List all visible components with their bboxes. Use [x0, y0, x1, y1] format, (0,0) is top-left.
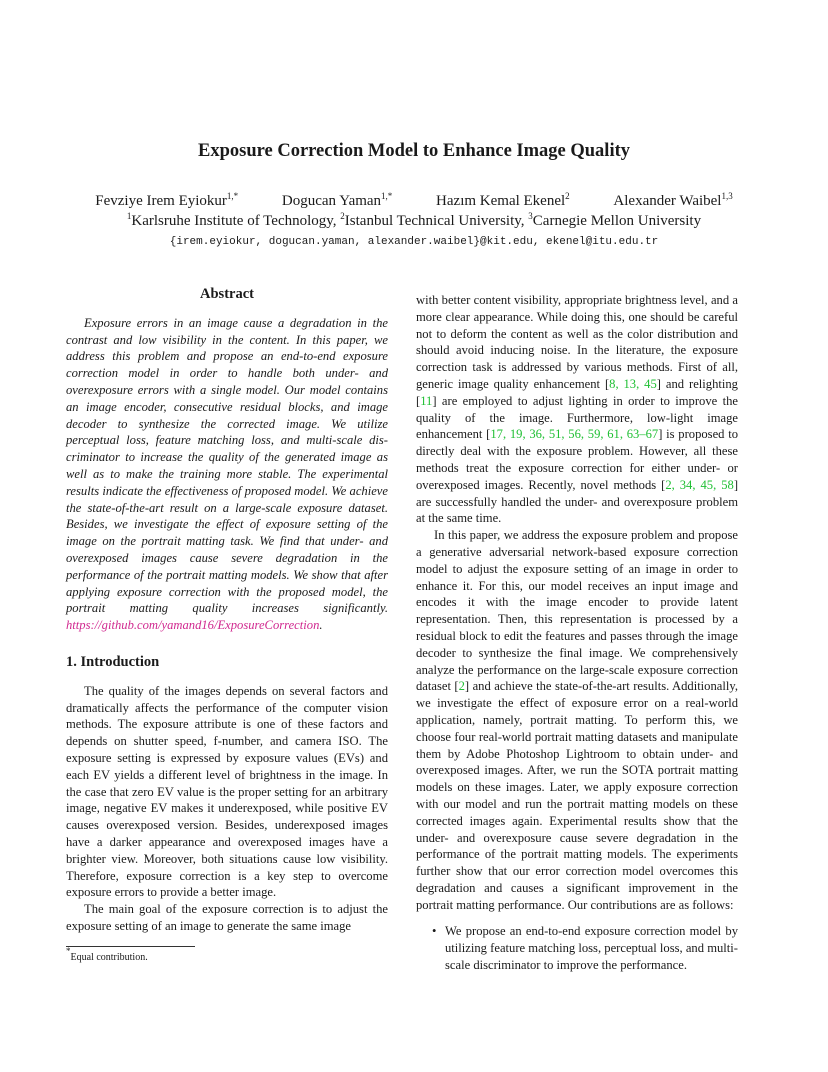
author: Hazım Kemal Ekenel$^2$	[436, 191, 570, 209]
paper-title: Exposure Correction Model to Enhance Image Quality	[198, 141, 630, 161]
section-heading-introduction: 1. Introduction	[66, 653, 160, 670]
author: Alexander Waibel$^{1,3}$	[613, 191, 733, 209]
citation-link[interactable]: 11	[420, 393, 433, 408]
footnote: *Equal contribution.	[66, 946, 148, 963]
abstract-text: Exposure errors in an image cause a degradation in the contrast and low visibility in the content. In this paper, we address this problem and propose an end-to-end exposure correction model in order to handle both under- and overexposure errors with a single model. Our model contains an image encoder, consecutive residual blocks, and image decoder to synthesize the corrected image. We utilize perceptual loss, feature matching loss, and multi-scale discriminator to increase the quality of the generated image as well as to make the training more stable. The experimental results indicate the effectiveness of proposed model. We achieve the state-of-the-art result on a large-scale exposure dataset. Besides, we investigate the effect of exposure setting of the image on the portrait matting task. We find that under- and overexposed images cause severe degradation in the performance of the portrait matting models. We show that after applying exposure correction with the proposed model, the portrait matting quality increases significantly. https://github.com/yamand16/ExposureCorrection.	[66, 315, 388, 633]
right-column	[416, 292, 738, 974]
affiliations: $^1$Karlsruhe Institute of Technology, $^2$Istanbul Technical University, $^3$Carnegie Mellon University	[126, 211, 702, 229]
footnote-divider	[66, 946, 195, 947]
intro-paragraph: The main goal of the exposure correction is to adjust the exposure setting of an image to generate the same image	[66, 902, 388, 933]
citation-link[interactable]: 8, 13, 45	[609, 376, 657, 391]
code-link[interactable]: https://github.com/yamand16/ExposureCorrection	[66, 618, 320, 633]
abstract-heading: Abstract	[200, 286, 254, 302]
author-list	[0, 193, 828, 210]
author: Fevziye Irem Eyiokur$^{1,*}$	[95, 191, 239, 209]
citation-link[interactable]: 17, 19, 36, 51, 56, 59, 61, 63–67	[490, 427, 659, 442]
left-column	[66, 286, 388, 935]
author-emails: {irem.eyiokur, dogucan.yaman, alexander.waibel}@kit.edu, ekenel@itu.edu.tr	[169, 236, 659, 248]
citation-link[interactable]: 2, 34, 45, 58	[665, 477, 734, 492]
list-item: • We propose an end-to-end exposure correction model by utilizing feature matching loss, perceptual loss, and multi-scale discriminator to improve the performance.	[432, 924, 738, 973]
intro-paragraph: The quality of the images depends on several factors and dramatically affects the performance of the computer vision methods. The exposure attribute is one of these factors and depends on shutter speed, f-number, and camera ISO. The exposure setting is expressed by exposure values (EVs) and each EV yields a different level of brightness in the image. In the case that zero EV value is the proper setting for an arbitrary image, negative EV makes it underexposed, while positive EV causes overexposed version. Besides, underexposed images have a darker appearance and overexposed images have a brighter view. Moreover, both situations cause low visibility. Therefore, exposure correction is a key step to overcome exposure errors to provide a better image.	[66, 683, 388, 900]
author: Dogucan Yaman$^{1,*}$	[281, 191, 393, 209]
contribution-list	[416, 923, 738, 973]
body-paragraph: In this paper, we address the exposure problem and propose a generative adversarial network-based exposure correction model to adjust the exposure setting of an image in order to enhance it. For this, our model receives an input image and encodes it with the image encoder to provide latent representation. Then, this representation is processed by a residual block to edit the features and passes through the image decoder to synthesize the final image. We comprehensively analyze the performance on the large-scale exposure correction dataset [2] and achieve the state-of-the-art results. Additionally, we investigate the effect of exposure error on a real-world application, namely, portrait matting. To perform this, we choose four real-world portrait matting datasets and manipulate them by Adobe Photoshop Lightroom to obtain under- and overexposed images. After, we run the SOTA portrait matting models on these images. Later, we apply exposure correction with our model and run the portrait matting models on these corrected images again. Experimental results show that the under- and overexposure cause severe degradation in the performance of the portrait matting models. The experiments further show that our error correction model overcomes this degradation and causes a significant improvement in the portrait matting performance. Our contributions are as follows:	[416, 528, 738, 912]
body-paragraph: with better content visibility, appropriate brightness level, and a more clear appearance. While doing this, one should be careful not to deform the content as well as the color distribution and should avoid inducing noise. In the literature, the exposure correction task is addressed by various methods. First of all, generic image quality enhancement [8, 13, 45] and relighting [11] are employed to adjust lighting in order to improve the quality of the image. Furthermore, low-light image enhancement [17, 19, 36, 51, 56, 59, 61, 63–67] is proposed to directly deal with the exposure problem. However, all these methods treat the exposure correction for either under- or overexposed images. Recently, novel methods [2, 34, 45, 58] are successfully handled the under- and overexposure problem at the same time.	[416, 293, 739, 526]
bullet-icon: •	[432, 924, 437, 939]
citation-link[interactable]: 2	[458, 679, 465, 694]
